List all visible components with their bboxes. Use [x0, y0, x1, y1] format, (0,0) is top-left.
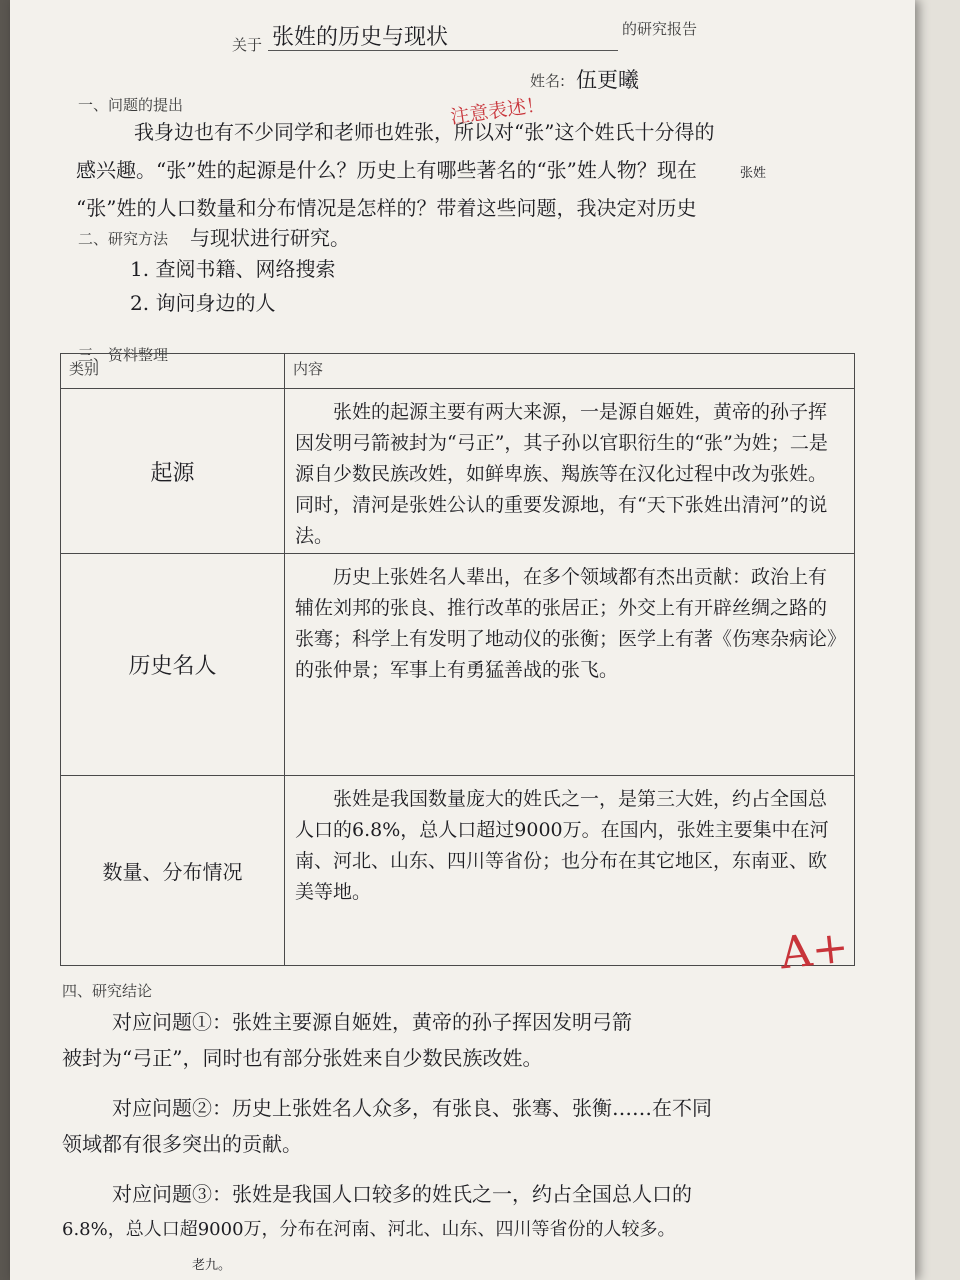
- row-category: 起源: [61, 389, 285, 554]
- section-1-title: 一、问题的提出: [78, 96, 184, 114]
- header-prefix: 关于: [232, 36, 263, 54]
- table-row: [61, 389, 855, 554]
- method-2: 2. 询问身边的人: [130, 291, 276, 315]
- intro-line-1: 我身边也有不少同学和老师也姓张，所以对“张”这个姓氏十分得的: [134, 120, 715, 144]
- row-category: 历史名人: [61, 554, 285, 776]
- intro-line-2: 感兴趣。“张”姓的起源是什么？历史上有哪些著名的“张”姓人物？现在: [76, 158, 697, 182]
- name-value: 伍更曦: [576, 68, 639, 92]
- conclusion-3a: 对应问题③：张姓是我国人口较多的姓氏之一，约占全国总人口的: [112, 1182, 692, 1206]
- row-category: 数量、分布情况: [61, 776, 285, 966]
- conclusion-2b: 领域都有很多突出的贡献。: [62, 1132, 302, 1156]
- intro-paragraph: [76, 113, 906, 227]
- section-4-title: 四、研究结论: [62, 982, 153, 1000]
- conclusion-1b: 被封为“弓正”，同时也有部分张姓来自少数民族改姓。: [62, 1046, 543, 1070]
- section-3-title: 三、资料整理: [78, 346, 169, 364]
- table-row: [61, 554, 855, 776]
- conclusion-block: [62, 1004, 892, 1248]
- table-row: [61, 776, 855, 966]
- grade-mark: A+: [777, 921, 852, 980]
- section-2-title: 二、研究方法: [78, 230, 169, 248]
- header-suffix: 的研究报告: [622, 20, 698, 38]
- name-label: 姓名:: [530, 72, 566, 90]
- intro-line-3: “张”姓的人口数量和分布情况是怎样的？带着这些问题，我决定对历史: [76, 196, 697, 220]
- footer-mark: 老九。: [192, 1258, 232, 1273]
- teacher-note: 注意表述！: [449, 93, 547, 129]
- report-sheet: [10, 0, 915, 1280]
- row-content: 历史上张姓名人辈出，在多个领域都有杰出贡献：政治上有辅佐刘邦的张良、推行改革的张居正；外交上有开辟丝绸之路的张骞；科学上有发明了地动仪的张衡；医学上有著《伤寒杂病论》的张仲景；军事上有勇猛善战的张飞。: [285, 554, 855, 776]
- next-page-edge: [915, 0, 960, 1280]
- row-content: 张姓的起源主要有两大来源，一是源自姬姓，黄帝的孙子挥因发明弓箭被封为“弓正”，其子孙以官职衍生的“张”为姓；二是源自少数民族改姓，如鲜卑族、羯族等在汉化过程中改为张姓。同时，清河是张姓公认的重要发源地，有“天下张姓出清河”的说法。: [285, 389, 855, 554]
- method-1: 1. 查阅书籍、网络搜索: [130, 257, 336, 281]
- data-table: [60, 353, 855, 966]
- conclusion-3b: 6.8%，总人口超9000万，分布在河南、河北、山东、四川等省份的人较多。: [62, 1219, 676, 1240]
- conclusion-1a: 对应问题①：张姓主要源自姬姓，黄帝的孙子挥因发明弓箭: [112, 1010, 632, 1034]
- header-content: 内容: [285, 354, 855, 389]
- report-topic: 张姓的历史与现状: [272, 25, 449, 50]
- teacher-insert: 张姓: [740, 166, 767, 181]
- intro-line-4: 与现状进行研究。: [190, 226, 350, 250]
- row-content: 张姓是我国数量庞大的姓氏之一，是第三大姓，约占全国总人口的6.8%，总人口超过9000万。在国内，张姓主要集中在河南、河北、山东、四川等省份；也分布在其它地区，东南亚、欧美等地。: [285, 776, 855, 966]
- conclusion-2a: 对应问题②：历史上张姓名人众多，有张良、张骞、张衡……在不同: [112, 1096, 712, 1120]
- header-category: 类别: [61, 354, 285, 389]
